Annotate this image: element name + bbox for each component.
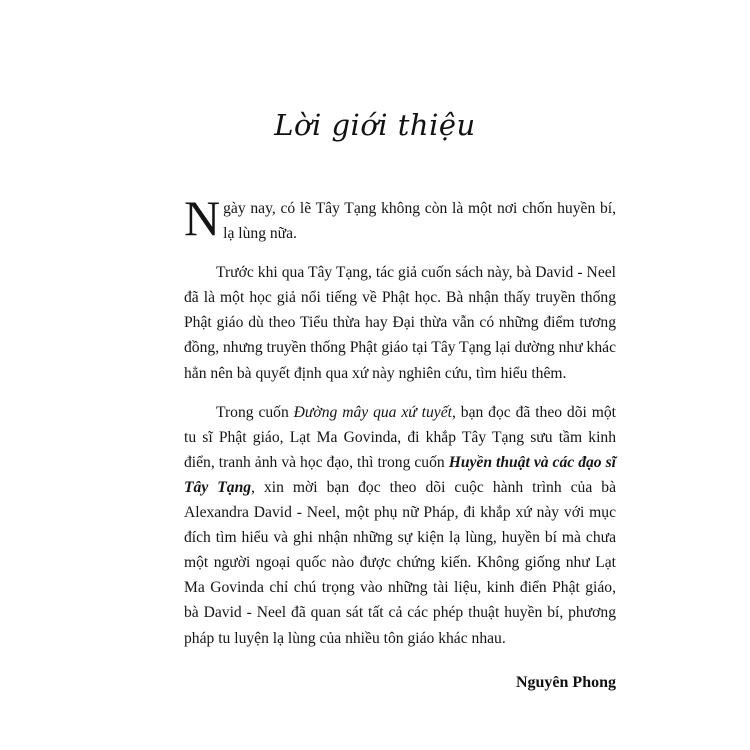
- paragraph-1-text: gày nay, có lẽ Tây Tạng không còn là một nơi chốn huyền bí, lạ lùng nữa.: [223, 200, 616, 243]
- paragraph-3-part-3: , xin mời bạn đọc theo dõi cuộc hành trình của bà Alexandra David - Neel, một phụ nữ Pháp, đi khắp xứ này với mục đích tìm hiểu và ghi nhận những sự kiện lạ lùng, huyền bí mà chưa một người ngoại quốc nào được chứng kiến. Không giống như Lạt Ma Govinda chỉ chú trọng vào những tài liệu, kinh điển Phật giáo, bà David - Neel đã quan sát tất cả các phép thuật huyền bí, phương pháp tu luyện lạ lùng của nhiều tôn giáo khác nhau.: [184, 478, 616, 647]
- paragraph-3-part-2: , bạn đọc đã theo dõi một tu sĩ Phật giáo, Lạt Ma Govinda, đi khắp Tây Tạng sưu tầm kinh điển, tranh ảnh và học đạo, thì trong cuốn: [184, 403, 616, 471]
- book-title-1: Đường mây qua xứ tuyết: [293, 403, 452, 421]
- body-text: [184, 190, 616, 665]
- paragraph-1: [184, 190, 616, 246]
- paragraph-3-part-1: Trong cuốn: [216, 403, 294, 421]
- paragraph-2: Trước khi qua Tây Tạng, tác giả cuốn sách này, bà David - Neel đã là một học giả nổi tiếng về Phật học. Bà nhận thấy truyền thống Phật giáo dù theo Tiểu thừa hay Đại thừa vẫn có những điểm tương đồng, nhưng truyền thống Phật giáo tại Tây Tạng lại dường như khác hẳn nên bà quyết định qua xứ này nghiên cứu, tìm hiểu thêm.: [184, 264, 616, 382]
- page-title: Lời giới thiệu: [274, 108, 476, 142]
- book-title-2: Huyền thuật và các đạo sĩ Tây Tạng: [184, 453, 616, 496]
- drop-cap: N: [184, 190, 221, 246]
- paragraph-3: [184, 400, 616, 651]
- author-signature: Nguyên Phong: [515, 674, 616, 691]
